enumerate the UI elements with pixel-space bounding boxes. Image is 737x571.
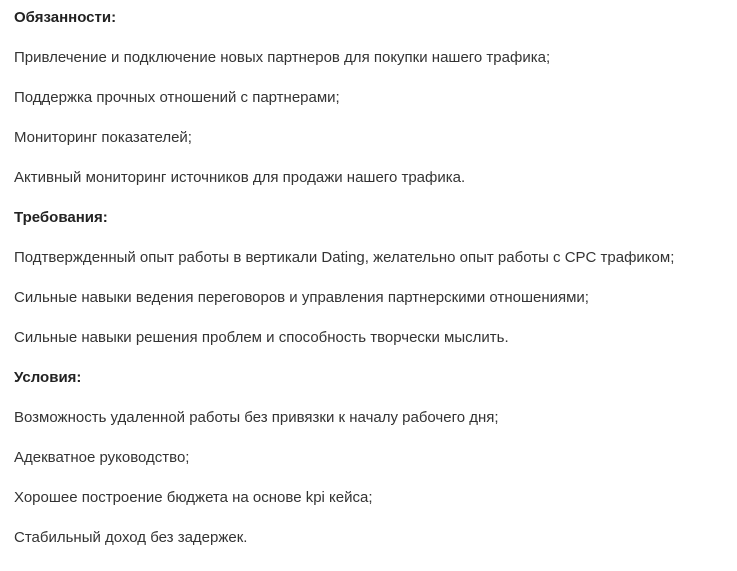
condition-item: Хорошее построение бюджета на основе kpi кейса; bbox=[14, 489, 373, 506]
section-heading-responsibilities: Обязанности: bbox=[14, 9, 117, 26]
responsibility-item: Привлечение и подключение новых партнеров для покупки нашего трафика; bbox=[14, 49, 551, 66]
section-heading-conditions: Условия: bbox=[14, 369, 82, 386]
requirement-item: Сильные навыки решения проблем и способность творчески мыслить. bbox=[14, 329, 509, 346]
requirement-item: Сильные навыки ведения переговоров и управления партнерскими отношениями; bbox=[14, 289, 589, 306]
condition-item: Возможность удаленной работы без привязки к началу рабочего дня; bbox=[14, 409, 499, 426]
responsibility-item: Активный мониторинг источников для продажи нашего трафика. bbox=[14, 169, 466, 186]
responsibility-item: Мониторинг показателей; bbox=[14, 129, 192, 146]
responsibility-item: Поддержка прочных отношений с партнерами; bbox=[14, 89, 340, 106]
condition-item: Стабильный доход без задержек. bbox=[14, 529, 248, 546]
condition-item: Адекватное руководство; bbox=[14, 449, 190, 466]
section-heading-requirements: Требования: bbox=[14, 209, 108, 226]
requirement-item: Подтвержденный опыт работы в вертикали Dating, желательно опыт работы с CPC трафиком; bbox=[14, 249, 675, 266]
